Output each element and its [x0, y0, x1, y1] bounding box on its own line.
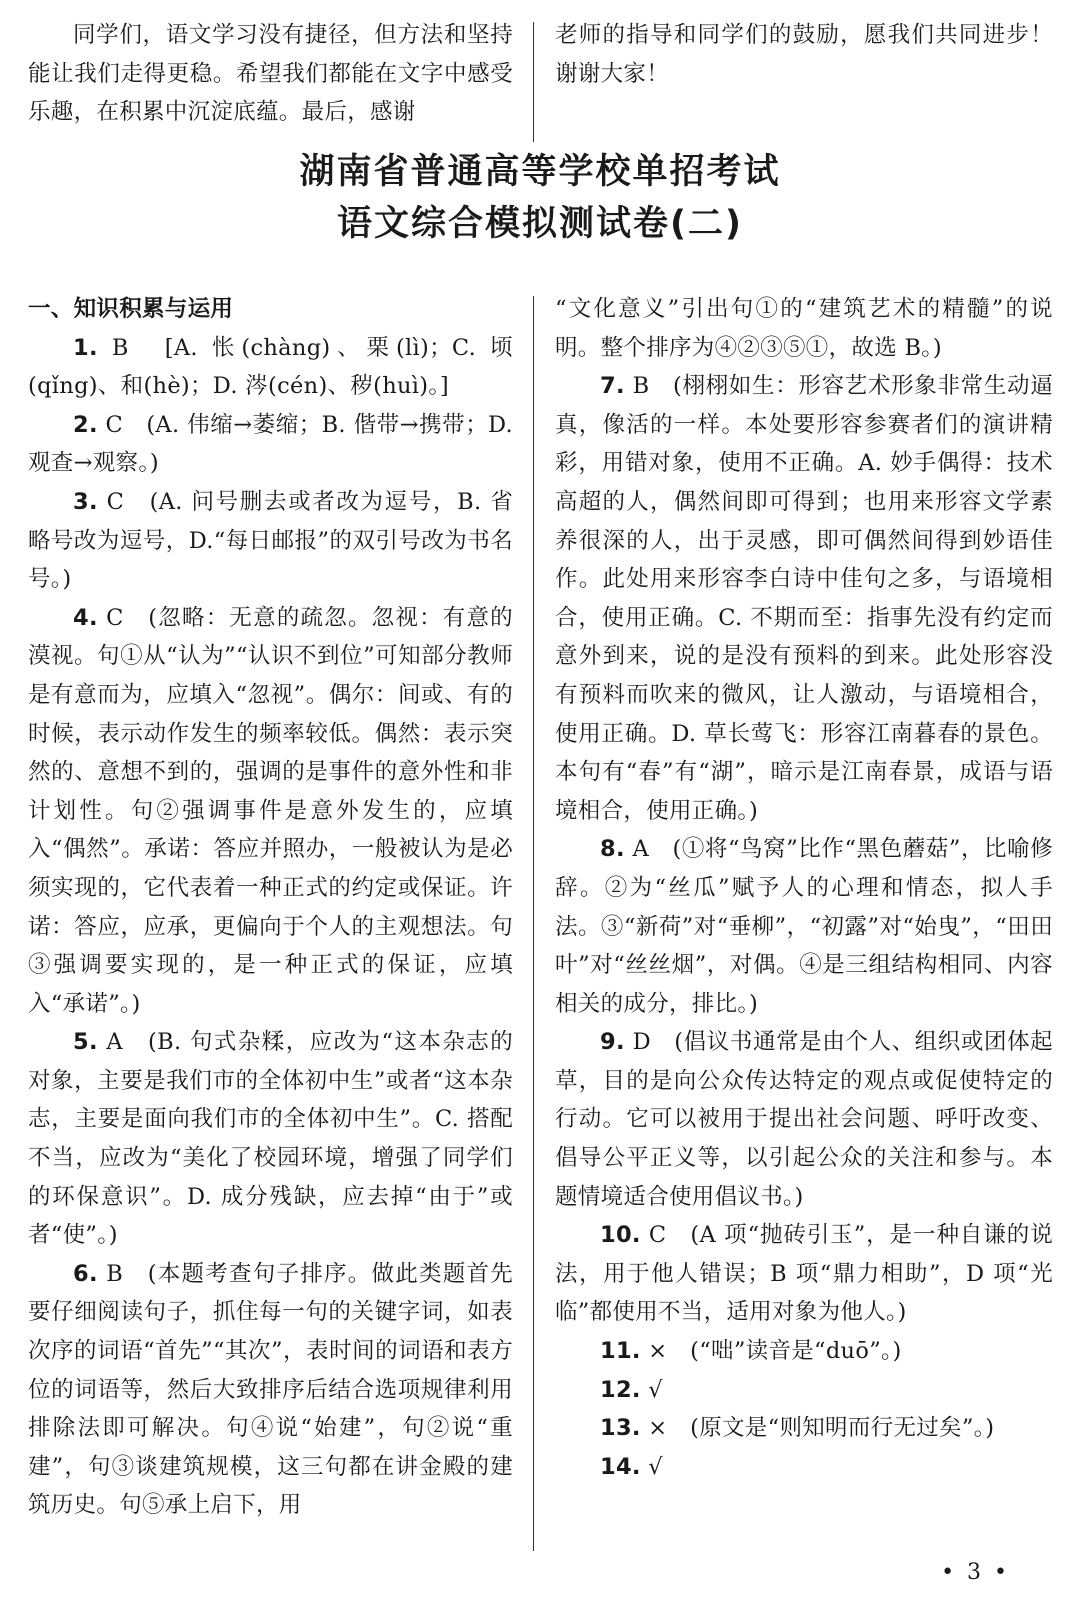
answer-number: 4.: [73, 604, 98, 631]
answer-number: 5.: [73, 1029, 98, 1056]
answer-text: C (A. 伟缩→萎缩；B. 偕带→携带；D. 观查→观察。): [28, 411, 513, 477]
intro-paragraph-right: 老师的指导和同学们的鼓励，愿我们共同进步！谢谢大家！: [555, 22, 1053, 87]
answer-text: × (“咄”读音是“duō”。): [640, 1338, 902, 1365]
answer-text: √: [640, 1376, 663, 1403]
answer-text: √: [640, 1453, 663, 1480]
answer-item: [555, 1409, 1053, 1448]
answer-text: C (A 项“抛砖引玉”，是一种自谦的说法，用于他人错误；B 项“鼎力相助”，D 项“光临”都使用不当，适用对象为他人。): [555, 1222, 1053, 1326]
answer-number: 10.: [600, 1222, 641, 1249]
answer-number: 6.: [73, 1260, 98, 1287]
answer-text: D (倡议书通常是由个人、组织或团体起草，目的是向公众传达特定的观点或促使特定的行动。它可以被用于提出社会问题、呼吁改变、倡导公平正义等，以引起公众的关注和参与。本题情境适合使用倡议书。): [555, 1029, 1053, 1210]
answer-item: [555, 830, 1053, 1023]
answer-item: [555, 1023, 1053, 1216]
answer-number: 11.: [600, 1338, 641, 1365]
answer-item: [555, 367, 1053, 830]
title-line-1: 湖南省普通高等学校单招考试: [299, 152, 781, 192]
answers-left-column: [28, 290, 513, 1525]
answer-text: C (A. 问号删去或者改为逗号，B. 省略号改为逗号，D.“每日邮报”的双引号改为书名号。): [28, 488, 513, 593]
answer-text: A (①将“鸟窝”比作“黑色蘑菇”，比喻修辞。②为“丝瓜”赋予人的心理和情态，拟人手法。③“新荷”对“垂柳”，“初露”对“始曳”，“田田叶”对“丝丝烟”，对偶。④是三组结构相同、内容相关的成分，排比。): [555, 836, 1053, 1017]
page-number: • 3 •: [941, 1560, 1010, 1585]
answer-text: B (本题考查句子排序。做此类题首先要仔细阅读句子，抓住每一句的关键字词，如表次序的词语“首先”“其次”，表时间的词语和表方位的词语等，然后大致排序后结合选项规律利用排除法即可解决。句④说“始建”，句②说“重建”，句③谈建筑规模，这三句都在讲金殿的建筑历史。句⑤承上启下，用: [28, 1260, 513, 1519]
title-line-2: 语文综合模拟测试卷(二): [337, 204, 743, 244]
answer-text: B [A. 怅(chàng)、栗(lì)；C. 顷(qǐng)、和(hè)；D. 涔(cén)、秽(huì)。]: [28, 334, 513, 400]
answer-number: 7.: [600, 373, 625, 400]
answer-item: [555, 1448, 1053, 1487]
answer-item: [555, 1332, 1053, 1371]
answer-continuation: “文化意义”引出句①的“建筑艺术的精髓”的说明。整个排序为④②③⑤①，故选 B。): [555, 296, 1053, 361]
answer-text: B (栩栩如生：形容艺术形象非常生动逼真，像活的一样。本处要形容参赛者们的演讲精彩，用错对象，使用不正确。A. 妙手偶得：技术高超的人，偶然间即可得到；也用来形容文学素养很深的人，出于灵感，即可偶然间得到妙语佳作。此处用来形容李白诗中佳句之多，与语境相合，使用正确。C. 不期而至：指事先没有约定而意外到来，说的是没有预料的到来。此处形容没有预料而吹来的微风，让人激动，与语境相合，使用正确。D. 草长莺飞：形容江南暮春的景色。本句有“春”有“湖”，暗示是江南春景，成语与语境相合，使用正确。): [555, 373, 1053, 824]
answer-item: [28, 483, 513, 599]
answer-number: 2.: [73, 411, 98, 438]
answer-item: [28, 599, 513, 1024]
column-divider-top: [533, 22, 534, 142]
answers-right-column: [555, 290, 1053, 1486]
answer-number: 9.: [600, 1029, 625, 1056]
column-divider-main: [533, 296, 534, 1551]
exam-title: [0, 146, 1080, 250]
answer-item: [555, 1371, 1053, 1410]
answer-number: 3.: [73, 488, 98, 515]
answer-item: [28, 329, 513, 406]
answer-text: C (忽略：无意的疏忽。忽视：有意的漠视。句①从“认为”“认识不到位”可知部分教师是有意而为，应填入“忽视”。偶尔：间或、有的时候，表示动作发生的频率较低。偶然：表示突然的、意想不到的，强调的是事件的意外性和非计划性。句②强调事件是意外发生的，应填入“偶然”。承诺：答应并照办，一般被认为是必须实现的，它代表着一种正式的约定或保证。许诺：答应，应承，更偏向于个人的主观想法。句③强调要实现的，是一种正式的保证，应填入“承诺”。): [28, 604, 513, 1017]
answer-text: × (原文是“则知明而行无过矣”。): [640, 1415, 995, 1442]
intro-paragraph-left: 同学们，语文学习没有捷径，但方法和坚持能让我们走得更稳。希望我们都能在文字中感受乐趣，在积累中沉淀底蕴。最后，感谢: [28, 22, 513, 126]
intro-left-column: [28, 16, 513, 132]
answer-number: 8.: [600, 836, 625, 863]
answer-number: 13.: [600, 1415, 641, 1442]
answer-item: [28, 406, 513, 483]
intro-right-column: [555, 16, 1053, 93]
answer-item: [555, 1216, 1053, 1332]
answer-number: 1.: [73, 334, 98, 361]
answer-item: [28, 1023, 513, 1255]
answer-number: 14.: [600, 1453, 641, 1480]
answer-item: [28, 1255, 513, 1525]
answer-number: 12.: [600, 1376, 641, 1403]
section-heading: 一、知识积累与运用: [28, 296, 234, 322]
answer-text: A (B. 句式杂糅，应改为“这本杂志的对象，主要是我们市的全体初中生”或者“这本杂志，主要是面向我们市的全体初中生”。C. 搭配不当，应改为“美化了校园环境，增强了同学们的环保意识”。D. 成分残缺，应去掉“由于”或者“使”。): [28, 1029, 513, 1249]
